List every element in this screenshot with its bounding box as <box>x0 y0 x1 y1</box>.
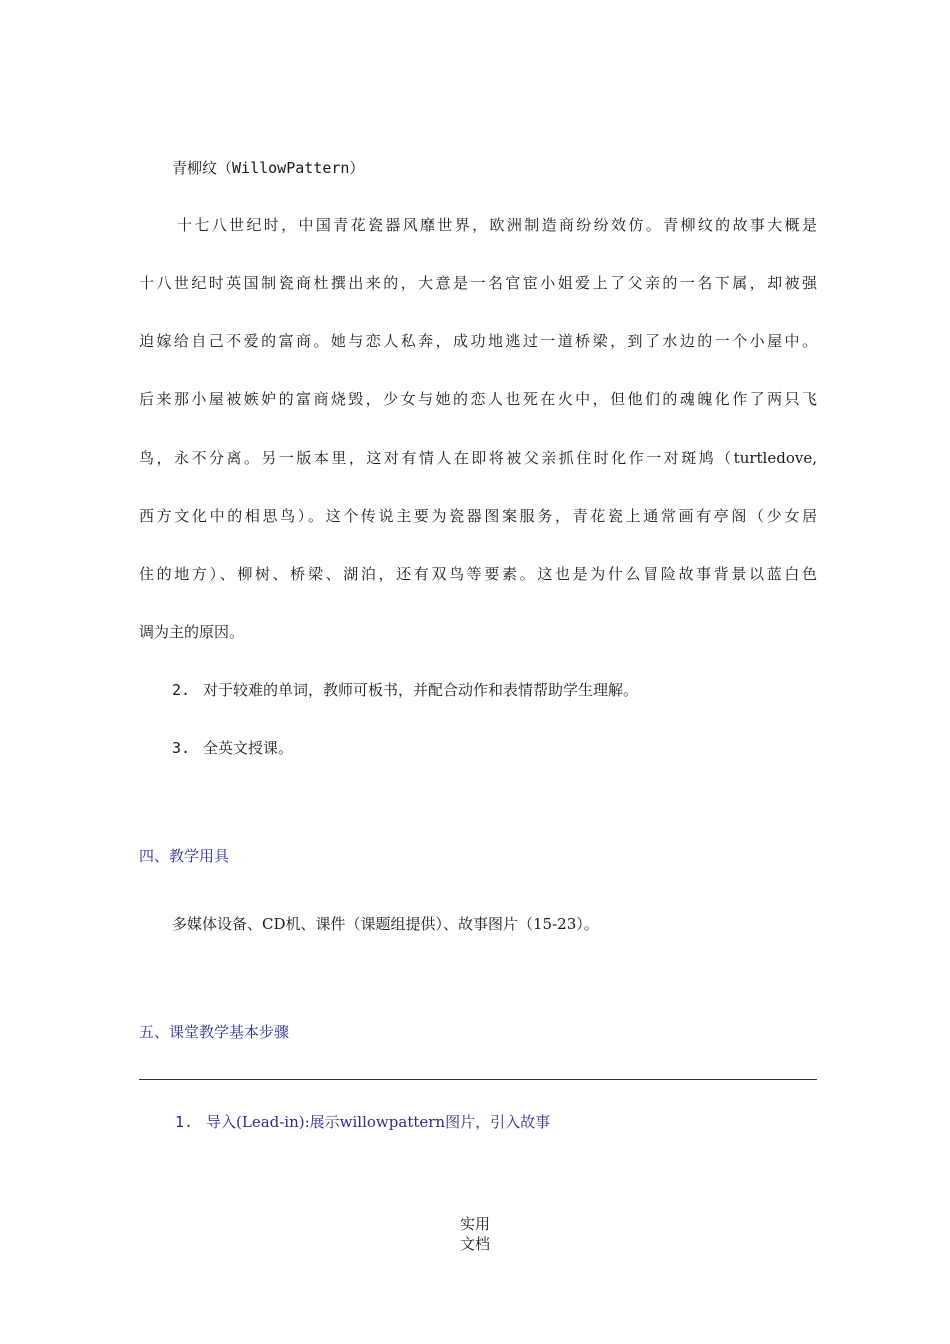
story-line: 鸟，永不分离。另一版本里，这对有情人在即将被父亲抓住时化作一对斑鸠（turtledove, <box>139 449 817 467</box>
story-line: 十七八世纪时，中国青花瓷器风靡世界，欧洲制造商纷纷效仿。青柳纹的故事大概是 <box>177 216 817 234</box>
story-title-close: ） <box>349 159 365 177</box>
story-line: 住的地方）、柳树、桥梁、湖泊，还有双鸟等要素。这也是为什么冒险故事背景以蓝白色 <box>139 565 817 583</box>
story-line: 迫嫁给自己不爱的富商。她与恋人私奔，成功地逃过一道桥梁，到了水边的一个小屋中。 <box>139 332 817 350</box>
footer-line-2: 文档 <box>459 1235 490 1253</box>
tip-text: 全英文授课。 <box>203 739 294 757</box>
horizontal-rule <box>139 1079 817 1080</box>
step-item <box>175 1112 550 1132</box>
section-heading-tools: 四、教学用具 <box>139 847 230 865</box>
story-line: 西方文化中的相思鸟）。这个传说主要为瓷器图案服务，青花瓷上通常画有亭阁（少女居 <box>139 507 817 525</box>
tip-item <box>172 680 638 700</box>
tip-item <box>172 738 293 758</box>
story-line: 十八世纪时英国制瓷商杜撰出来的，大意是一名官宦小姐爱上了父亲的一名下属，却被强 <box>139 274 817 292</box>
tip-number: 2. <box>172 681 191 699</box>
section-heading-steps: 五、课堂教学基本步骤 <box>139 1023 290 1041</box>
tip-text: 对于较难的单词，教师可板书，并配合动作和表情帮助学生理解。 <box>203 681 639 699</box>
tools-content: 多媒体设备、CD机、课件（课题组提供）、故事图片（15-23）。 <box>172 915 599 933</box>
step-text: 导入(Lead-in):展示willowpattern图片，引入故事 <box>206 1113 551 1131</box>
story-title-cn: 青柳纹（ <box>172 159 233 177</box>
footer-line-1: 实用 <box>459 1215 490 1233</box>
story-title-en: WillowPattern <box>232 159 350 177</box>
story-title <box>172 158 364 178</box>
story-line: 调为主的原因。 <box>139 623 245 641</box>
story-line: 后来那小屋被嫉妒的富商烧毁，少女与她的恋人也死在火中，但他们的魂魄化作了两只飞 <box>139 390 817 408</box>
tip-number: 3. <box>172 739 191 757</box>
step-number: 1. <box>175 1113 194 1131</box>
